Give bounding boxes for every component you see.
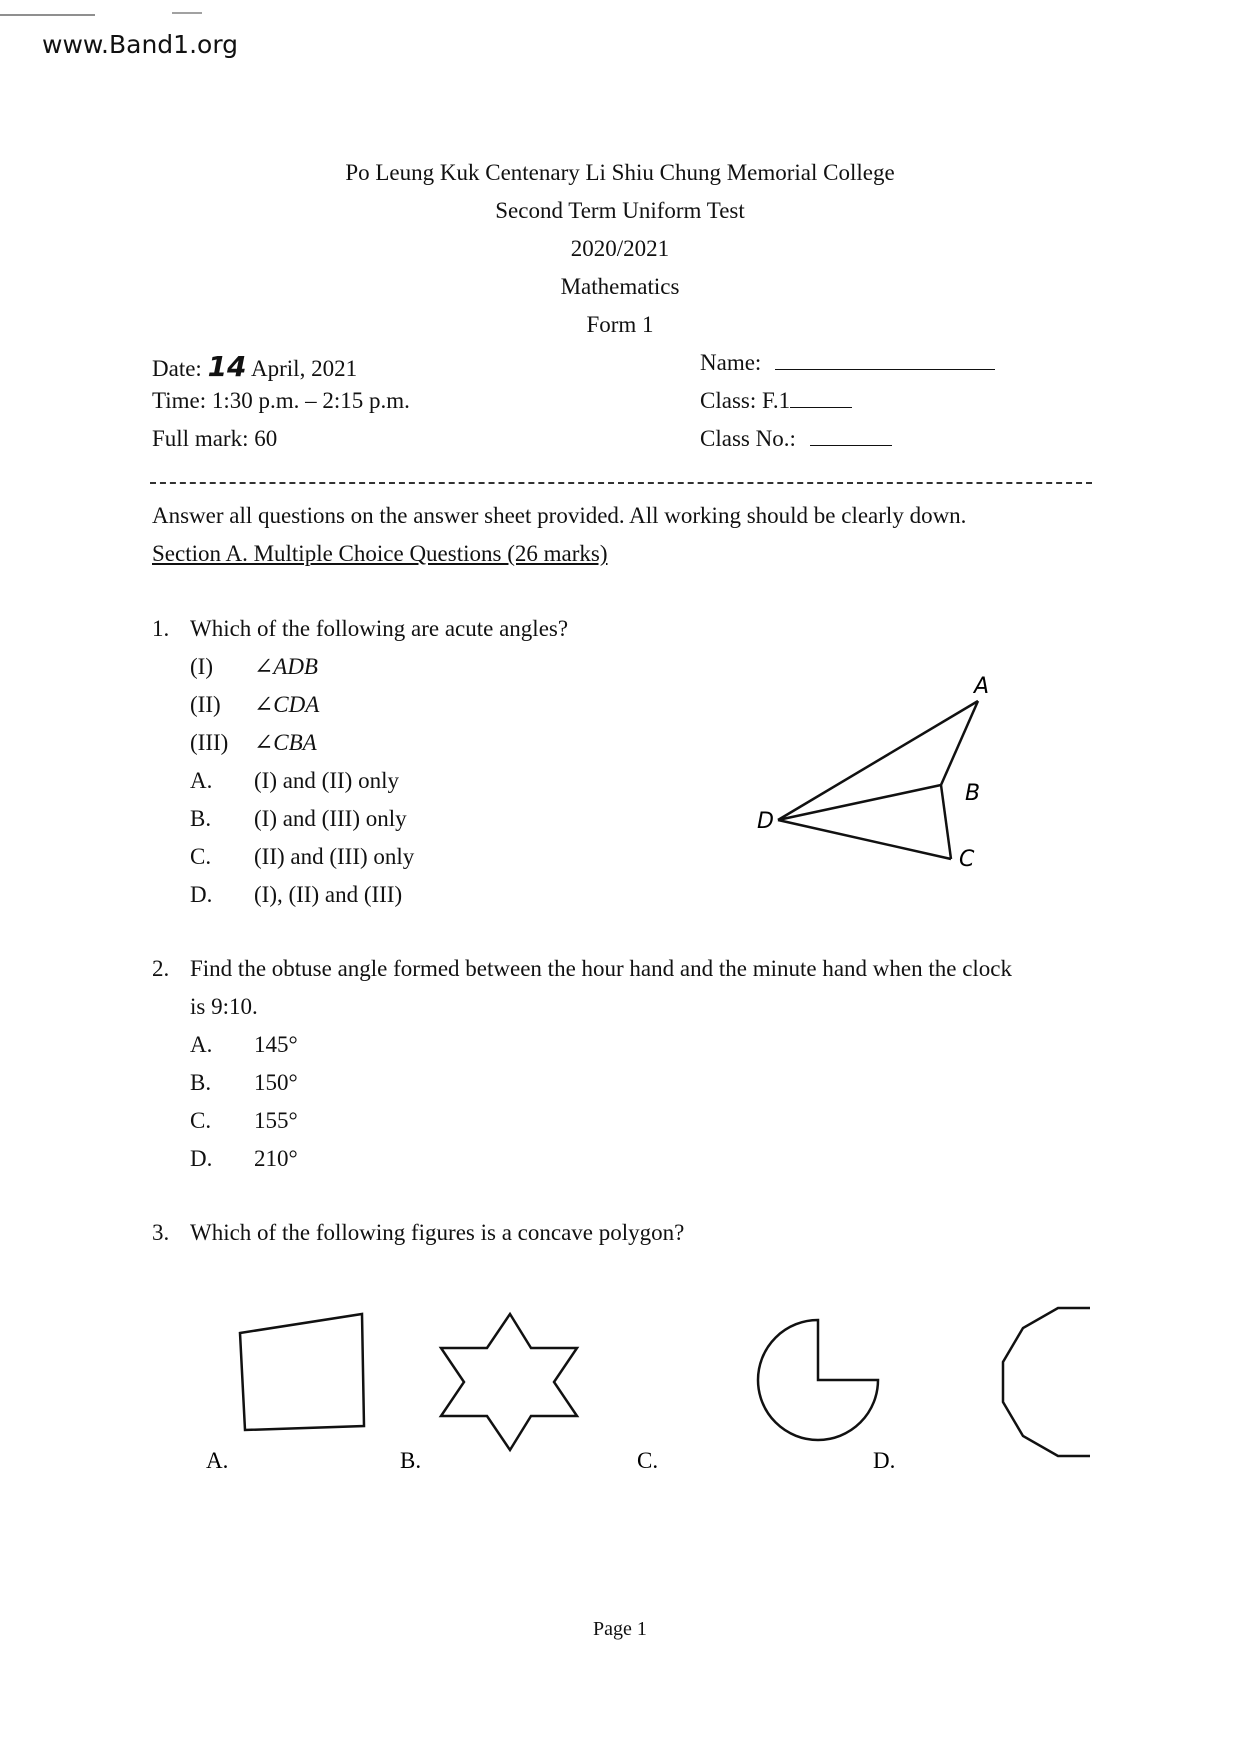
class-no-field[interactable]	[810, 427, 892, 446]
section-title: Section A. Multiple Choice Questions (26 marks)	[152, 541, 608, 566]
segment-dc	[778, 820, 951, 859]
segment-ab	[941, 701, 978, 785]
name-line	[700, 350, 995, 376]
figure-label-b: B.	[400, 1448, 422, 1473]
school-year: 2020/2021	[570, 236, 670, 261]
option-b: B. 150°	[190, 1070, 298, 1095]
question-text: Which of the following figures is a concave polygon?	[190, 1220, 685, 1245]
figure-label-a: A.	[206, 1448, 229, 1473]
point-label-c: C	[959, 847, 975, 872]
date-label: Date:	[152, 356, 202, 381]
form-level: Form 1	[586, 312, 654, 337]
name-label: Name:	[700, 350, 762, 375]
instructions: Answer all questions on the answer sheet provided. All working should be clearly down.	[152, 503, 967, 528]
statement-item: (II) ∠CDA	[190, 692, 320, 717]
segment-bc	[941, 785, 951, 859]
point-label-d: D	[757, 809, 774, 834]
option-d: D. 210°	[190, 1146, 298, 1171]
page-number: Page 1	[593, 1618, 647, 1640]
watermark: www.Band1.org	[42, 30, 239, 59]
question-number: 1.	[152, 616, 170, 641]
statement-item: (I) ∠ADB	[190, 654, 318, 679]
school-name: Po Leung Kuk Centenary Li Shiu Chung Memorial College	[345, 160, 895, 185]
question-2	[152, 956, 1012, 982]
class-field[interactable]	[790, 389, 852, 408]
name-field[interactable]	[775, 351, 995, 370]
point-label-b: B	[965, 781, 981, 806]
date-day-handwritten: 14	[207, 350, 247, 383]
question-number: 2.	[152, 956, 170, 981]
figure-a-quadrilateral	[240, 1314, 364, 1430]
point-label-a: A	[974, 674, 990, 699]
option-c: C. (II) and (III) only	[190, 844, 415, 869]
question-number: 3.	[152, 1220, 170, 1245]
figure-b-star	[441, 1314, 577, 1450]
class-label: Class: F.1	[700, 388, 791, 413]
question-text-continued: is 9:10.	[190, 994, 258, 1019]
scan-artifact	[172, 12, 202, 14]
test-title: Second Term Uniform Test	[495, 198, 745, 223]
segment-da	[778, 701, 981, 820]
date-rest: April, 2021	[251, 356, 358, 381]
subject: Mathematics	[560, 274, 680, 299]
date-line	[152, 350, 357, 383]
segment-db	[778, 785, 941, 820]
figure-d-dodecagon	[1003, 1308, 1090, 1456]
question-3	[152, 1220, 684, 1246]
polygon-figures	[190, 1300, 1090, 1480]
scan-artifact	[0, 14, 95, 16]
class-no-line	[700, 426, 892, 452]
option-a: A. 145°	[190, 1032, 298, 1057]
statement-item: (III) ∠CBA	[190, 730, 317, 755]
option-d: D. (I), (II) and (III)	[190, 882, 403, 907]
figure-c-sector	[758, 1320, 878, 1440]
time-line: Time: 1:30 p.m. – 2:15 p.m.	[152, 388, 410, 413]
option-a: A. (I) and (II) only	[190, 768, 399, 793]
option-b: B. (I) and (III) only	[190, 806, 407, 831]
figure-label-c: C.	[637, 1448, 659, 1473]
question-text: Find the obtuse angle formed between the hour hand and the minute hand when the clock	[190, 956, 1013, 981]
question-1	[152, 616, 568, 642]
class-no-label: Class No.:	[700, 426, 796, 451]
full-mark: Full mark: 60	[152, 426, 278, 451]
figure-label-d: D.	[873, 1448, 896, 1473]
class-line	[700, 388, 852, 414]
option-c: C. 155°	[190, 1108, 298, 1133]
question-text: Which of the following are acute angles?	[190, 616, 569, 641]
triangle-diagram	[740, 660, 1040, 880]
divider	[150, 482, 1092, 484]
